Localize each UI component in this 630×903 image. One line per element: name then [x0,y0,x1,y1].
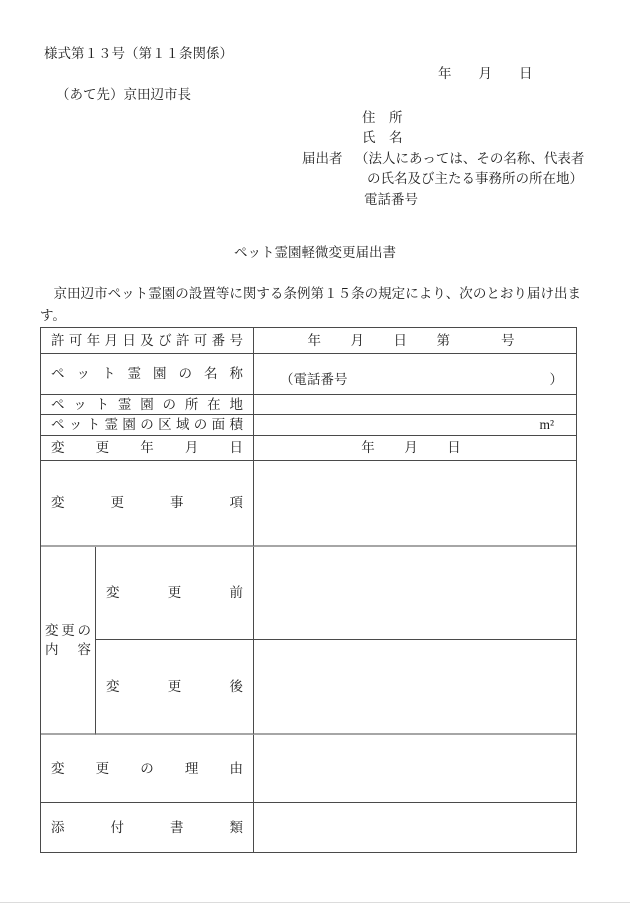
change-item-label-cell [41,461,254,547]
change-before-label-cell [96,547,254,640]
cemetery-name-value-cell [254,354,576,395]
change-content-label-cell [41,547,96,735]
change-before-value-cell [254,547,576,640]
change-after-label-cell [96,640,254,735]
location-label: ペット霊園の所在地 [51,396,243,412]
change-date-label: 変更年月日 [51,440,243,455]
notification-table [40,327,577,853]
declarant-phone-label: 電話番号 [364,192,418,207]
location-value-cell [254,395,576,415]
change-date-value-cell [254,436,576,461]
corporate-note-line1: （法人にあっては、その名称、代表者 [355,151,585,166]
corporate-note-line2: の氏名及び主たる事務所の所在地） [367,171,583,186]
change-content-label-line1: 変更の [45,622,91,638]
reason-value-cell [254,735,576,803]
attachments-label-cell [41,803,254,852]
declarant-name-label: 氏 名 [362,130,403,145]
change-before-label: 変更前 [106,585,243,600]
addressee-line: （あて先）京田辺市長 [56,87,191,102]
cemetery-name-label-cell [41,354,254,395]
permit-date-value-cell [254,328,576,354]
phone-number-line [280,371,563,389]
attachments-value-cell [254,803,576,852]
permit-date-label-cell [41,328,254,354]
change-date-label-cell [41,436,254,461]
area-value-cell [254,415,576,436]
change-after-label: 変更後 [106,678,243,694]
area-unit: m² [539,417,554,432]
document-title: ペット霊園軽微変更届出書 [234,245,396,260]
reason-label: 変更の理由 [51,760,243,776]
declarant-role-label: 届出者 [302,151,343,166]
permit-date-value: 年 月 日 第 号 [307,332,523,348]
permit-date-label: 許可年月日及び許可番号 [51,332,243,348]
area-label: ペット霊園の区域の面積 [51,417,243,432]
phone-number-suffix: ） [549,372,563,387]
attachments-label: 添付書類 [51,819,243,835]
change-after-value-cell [254,640,576,735]
form-number-line: 様式第１３号（第１１条関係） [44,46,233,61]
change-date-value: 年 月 日 [361,440,469,455]
location-label-cell [41,395,254,415]
phone-number-prefix: （電話番号 [280,372,348,387]
change-item-label: 変更事項 [51,495,243,510]
issue-date-line: 年 月 日 [438,66,533,81]
declarant-address-label: 住 所 [362,110,403,125]
intro-paragraph: 京田辺市ペット霊園の設置等に関する条例第１５条の規定により、次のとおり届け出ます。 [40,286,581,323]
change-content-label-line2: 内 容 [45,641,91,657]
change-item-value-cell [254,461,576,547]
reason-label-cell [41,735,254,803]
area-label-cell [41,415,254,436]
cemetery-name-label: ペット霊園の名称 [51,366,243,381]
